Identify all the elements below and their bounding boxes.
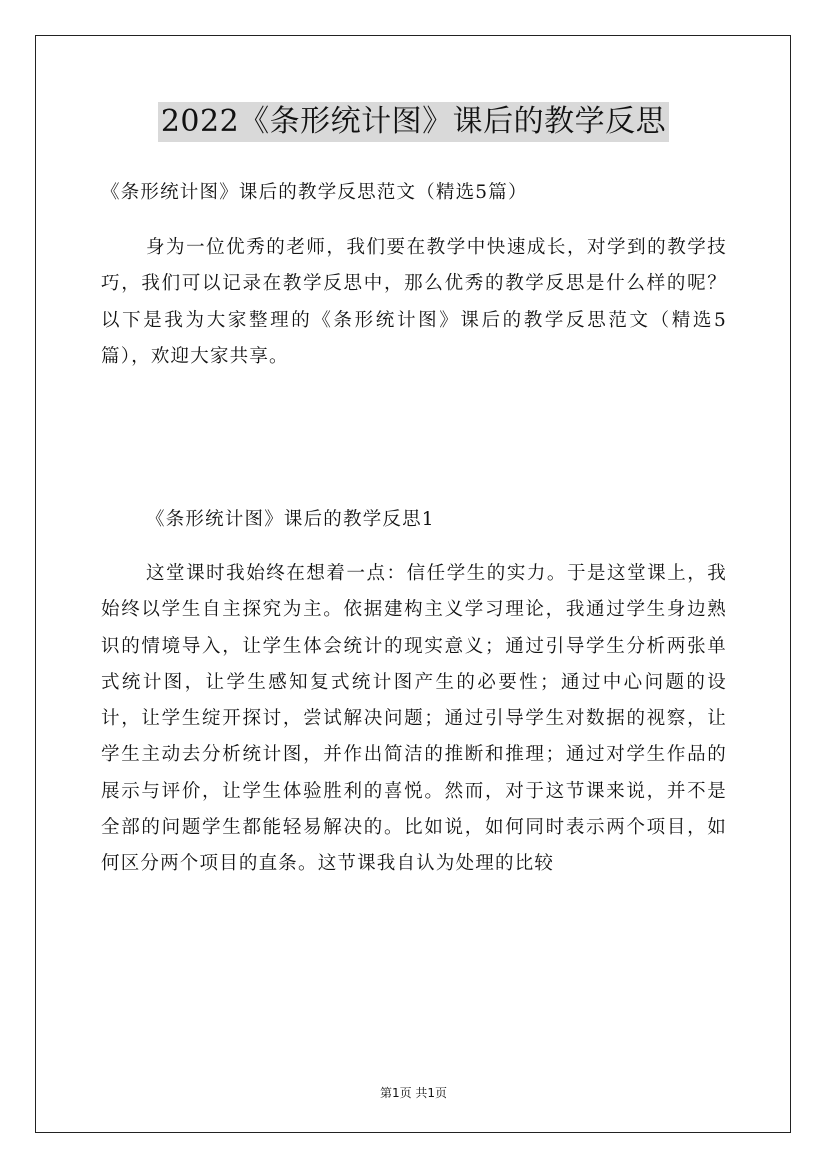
title-container [0, 102, 827, 142]
section-body-paragraph: 这堂课时我始终在想着一点：信任学生的实力。于是这堂课上，我始终以学生自主探究为主。依据建构主义学习理论，我通过学生身边熟识的情境导入，让学生体会统计的现实意义；通过引导学生分析两张单式统计图，让学生感知复式统计图产生的必要性；通过中心问题的设计，让学生绽开探讨，尝试解决问题；通过引导学生对数据的视察，让学生主动去分析统计图，并作出简洁的推断和推理；通过对学生作品的展示与评价，让学生体验胜利的喜悦。然而，对于这节课来说，并不是全部的问题学生都能轻易解决的。比如说，如何同时表示两个项目，如何区分两个项目的直条。这节课我自认为处理的比较 [101, 563, 727, 875]
page-footer: 第1页 共1页 [379, 1086, 448, 1100]
document-title: 2022《条形统计图》课后的教学反思 [158, 102, 669, 142]
section-heading: 《条形统计图》课后的教学反思1 [146, 509, 435, 530]
document-subtitle: 《条形统计图》课后的教学反思范文（精选5篇） [101, 182, 528, 203]
intro-paragraph: 身为一位优秀的老师，我们要在教学中快速成长，对学到的教学技巧，我们可以记录在教学反思中，那么优秀的教学反思是什么样的呢？以下是我为大家整理的《条形统计图》课后的教学反思范文（精选5篇），欢迎大家共享。 [101, 237, 727, 367]
